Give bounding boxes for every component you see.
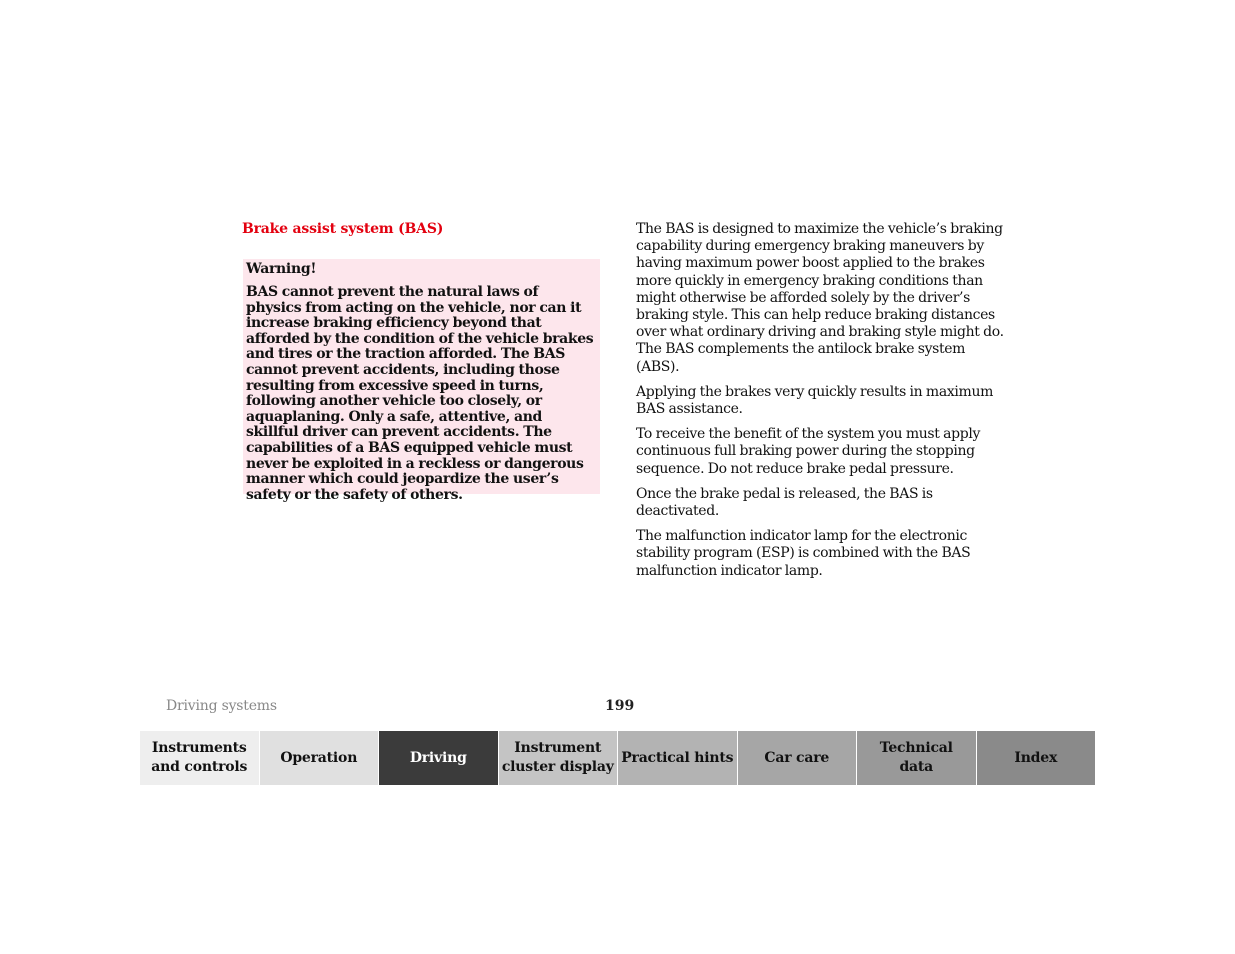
tab-driving[interactable]: Driving (378, 731, 498, 785)
page-number: 199 (605, 698, 635, 714)
warning-box (243, 259, 600, 503)
paragraph-bas-assistance: Applying the brakes very quickly results in maximum BAS assistance. (636, 383, 994, 418)
tab-technical-data[interactable]: Technical data (856, 731, 976, 785)
paragraph-bas-design: The BAS is designed to maximize the vehicle’s braking capability during emergency braking maneuvers by having maximum power boost applied to the brakes more quickly in emergency braking conditions than might otherwise be afforded solely by the driver’s braking style. This can help reduce braking distances over what ordinary driving and braking style might do. The BAS complements the antilock brake system (ABS). (636, 221, 1004, 375)
body-text-column (636, 221, 1006, 588)
tab-practical-hints[interactable]: Practical hints (617, 731, 737, 785)
chapter-nav (140, 731, 1095, 785)
tab-index[interactable]: Index (976, 731, 1096, 785)
warning-title: Warning! (246, 261, 317, 277)
tab-operation[interactable]: Operation (259, 731, 379, 785)
tab-instrument-cluster-display[interactable]: Instrument cluster display (498, 731, 618, 785)
paragraph-bas-deactivated: Once the brake pedal is released, the BAS is deactivated. (636, 485, 933, 520)
warning-body: BAS cannot prevent the natural laws of physics from acting on the vehicle, nor can it increase braking efficiency beyond that afforded by the condition of the vehicle brakes and tires or the traction afforded. The BAS cannot prevent accidents, including those resulting from excessive speed in turns, following another vehicle too closely, or aquaplaning. Only a safe, attentive, and skillful driver can prevent accidents. The capabilities of a BAS equipped vehicle must never be exploited in a reckless or dangerous manner which could jeopardize the user’s safety or the safety of others. (246, 284, 594, 503)
section-title: Brake assist system (BAS) (242, 221, 444, 237)
tab-car-care[interactable]: Car care (737, 731, 857, 785)
paragraph-indicator-lamp: The malfunction indicator lamp for the electronic stability program (ESP) is combined with the BAS malfunction indicator lamp. (636, 528, 971, 579)
paragraph-braking-power: To receive the benefit of the system you must apply continuous full braking power during the stopping sequence. Do not reduce brake pedal pressure. (636, 426, 981, 477)
tab-instruments-and-controls[interactable]: Instruments and controls (140, 731, 259, 785)
footer-section-label: Driving systems (166, 698, 277, 714)
